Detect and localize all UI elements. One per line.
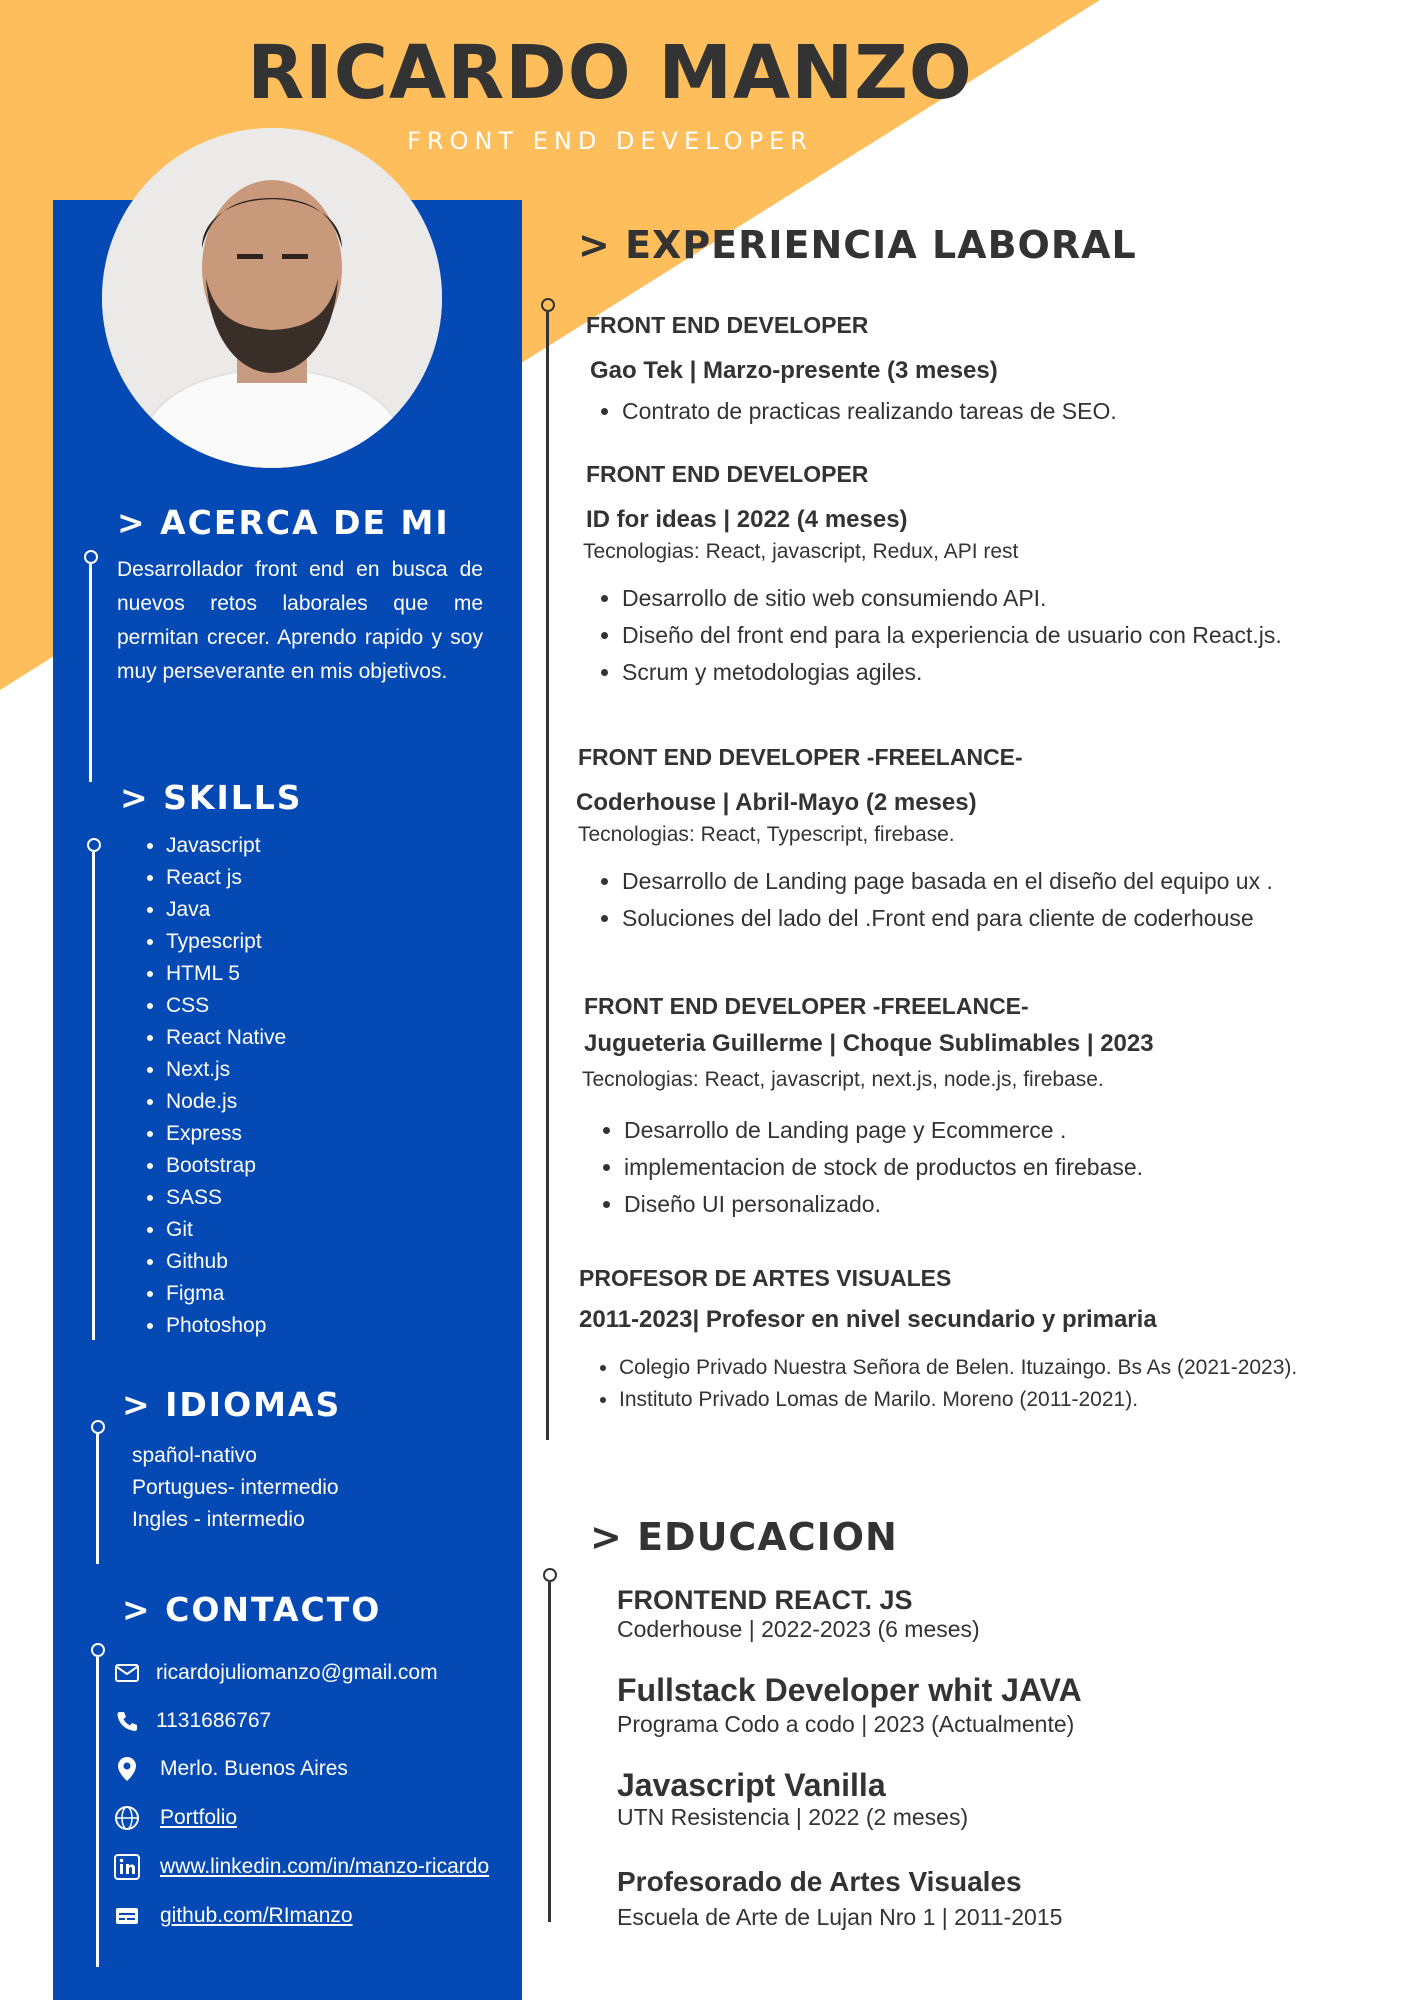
- job-bullets: [586, 393, 1117, 430]
- languages-title: > IDIOMAS: [122, 1385, 342, 1424]
- skill-item: • Figma: [166, 1278, 286, 1310]
- skills-timeline: [89, 838, 103, 1340]
- about-title: > ACERCA DE MI: [117, 503, 450, 542]
- skills-title: > SKILLS: [120, 778, 303, 817]
- job-bullet: • Desarrollo de Landing page basada en el diseño del equipo ux .: [622, 863, 1273, 900]
- job-bullet: • Desarrollo de Landing page y Ecommerce .: [624, 1112, 1154, 1149]
- skill-item: • Bootstrap: [166, 1150, 286, 1182]
- experience-timeline: [543, 298, 557, 1440]
- job-bullets: [586, 863, 1273, 937]
- job-role: FRONT END DEVELOPER -FREELANCE-: [578, 744, 1023, 770]
- languages-timeline: [93, 1420, 107, 1564]
- job-bullet: • Instituto Privado Lomas de Marilo. Moreno (2011-2021).: [619, 1384, 1329, 1416]
- github-card-icon: [114, 1903, 140, 1929]
- job-entry: [583, 461, 1282, 691]
- job-role: FRONT END DEVELOPER: [586, 461, 869, 487]
- candidate-role: FRONT END DEVELOPER: [407, 127, 813, 155]
- job-tech: Tecnologias: React, Typescript, firebase.: [578, 823, 955, 846]
- skill-item: • CSS: [166, 990, 286, 1022]
- job-bullets: [588, 1112, 1154, 1223]
- education-sub: Coderhouse | 2022-2023 (6 meses): [617, 1616, 980, 1642]
- skill-item: • HTML 5: [166, 958, 286, 990]
- github-link[interactable]: github.com/RImanzo: [160, 1904, 353, 1927]
- job-bullet: • Colegio Privado Nuestra Señora de Belen. Ituzaingo. Bs As (2021-2023).: [619, 1352, 1329, 1384]
- contact-timeline: [93, 1643, 107, 1967]
- skill-item: • SASS: [166, 1182, 286, 1214]
- skills-list: [140, 830, 286, 1342]
- contact-title: > CONTACTO: [122, 1590, 382, 1629]
- location-pin-icon: [114, 1756, 140, 1782]
- education-item: [617, 1672, 1082, 1738]
- languages-list: [132, 1440, 339, 1536]
- language-item: Portugues- intermedio: [132, 1476, 339, 1499]
- job-bullet: • Desarrollo de sitio web consumiendo API.: [622, 580, 1282, 617]
- job-entry: [584, 993, 1154, 1223]
- education-item: [617, 1866, 1062, 1931]
- education-sub: UTN Resistencia | 2022 (2 meses): [617, 1804, 969, 1830]
- profile-photo: [102, 128, 442, 468]
- education-title-text: Fullstack Developer whit JAVA: [617, 1672, 1082, 1708]
- about-text: Desarrollador front end en busca de nuevos retos laborales que me permitan crecer. Aprendo rapido y soy muy perseverante en mis objetivos.: [117, 558, 483, 683]
- job-bullets: [579, 1352, 1329, 1416]
- phone-text: 1131686767: [156, 1709, 272, 1732]
- location-text: Merlo. Buenos Aires: [160, 1757, 348, 1780]
- linkedin-link[interactable]: www.linkedin.com/in/manzo-ricardo: [160, 1855, 490, 1878]
- education-sub: Programa Codo a codo | 2023 (Actualmente): [617, 1711, 1075, 1737]
- education-title-text: Profesorado de Artes Visuales: [617, 1866, 1022, 1897]
- job-entry: [578, 744, 1273, 937]
- job-company: 2011-2023| Profesor en nivel secundario y primaria: [579, 1306, 1157, 1333]
- language-item: spañol-nativo: [132, 1444, 257, 1467]
- job-bullet: • Diseño UI personalizado.: [624, 1186, 1154, 1223]
- education-timeline: [545, 1568, 559, 1922]
- contact-portfolio[interactable]: [114, 1805, 237, 1831]
- education-item: [617, 1767, 968, 1831]
- job-company: Gao Tek | Marzo-presente (3 meses): [590, 357, 998, 384]
- contact-github[interactable]: [114, 1903, 353, 1929]
- education-title-text: Javascript Vanilla: [617, 1767, 886, 1803]
- portfolio-link[interactable]: Portfolio: [160, 1806, 238, 1829]
- phone-icon: [114, 1708, 140, 1734]
- contact-email[interactable]: [114, 1660, 438, 1686]
- about-timeline: [86, 550, 100, 782]
- job-company: Coderhouse | Abril-Mayo (2 meses): [576, 789, 977, 816]
- job-tech: Tecnologias: React, javascript, Redux, API rest: [583, 540, 1019, 563]
- mail-icon: [114, 1660, 140, 1686]
- skill-item: • React Native: [166, 1022, 286, 1054]
- linkedin-icon: [114, 1854, 140, 1880]
- education-item: [617, 1585, 980, 1643]
- job-bullet: • Scrum y metodologias agiles.: [622, 654, 1282, 691]
- skill-item: • Github: [166, 1246, 286, 1278]
- skill-item: • Next.js: [166, 1054, 286, 1086]
- skill-item: • Java: [166, 894, 286, 926]
- education-title-text: FRONTEND REACT. JS: [617, 1585, 913, 1615]
- job-role: FRONT END DEVELOPER: [586, 312, 869, 338]
- job-tech: Tecnologias: React, javascript, next.js, node.js, firebase.: [582, 1068, 1104, 1091]
- job-role: FRONT END DEVELOPER -FREELANCE-: [584, 993, 1029, 1019]
- email-text: ricardojuliomanzo@gmail.com: [156, 1661, 438, 1684]
- contact-phone[interactable]: [114, 1708, 271, 1734]
- job-bullet: • implementacion de stock de productos en firebase.: [624, 1149, 1154, 1186]
- job-bullet: • Contrato de practicas realizando tareas de SEO.: [622, 393, 1117, 430]
- job-bullet: • Diseño del front end para la experiencia de usuario con React.js.: [622, 617, 1282, 654]
- job-entry: [579, 1265, 1329, 1416]
- skill-item: • Express: [166, 1118, 286, 1150]
- education-sub: Escuela de Arte de Lujan Nro 1 | 2011-2015: [617, 1904, 1063, 1930]
- job-company: ID for ideas | 2022 (4 meses): [586, 506, 908, 533]
- education-title: > EDUCACION: [590, 1515, 898, 1559]
- contact-linkedin[interactable]: [114, 1854, 489, 1880]
- experience-title: > EXPERIENCIA LABORAL: [578, 223, 1137, 267]
- skill-item: • Photoshop: [166, 1310, 286, 1342]
- candidate-name: RICARDO MANZO: [247, 30, 973, 116]
- skill-item: • Git: [166, 1214, 286, 1246]
- skill-item: • React js: [166, 862, 286, 894]
- skill-item: • Node.js: [166, 1086, 286, 1118]
- job-entry: [586, 312, 1117, 430]
- job-role: PROFESOR DE ARTES VISUALES: [579, 1265, 952, 1291]
- job-bullet: • Soluciones del lado del .Front end para cliente de coderhouse: [622, 900, 1273, 937]
- contact-location: [114, 1756, 348, 1782]
- globe-icon: [114, 1805, 140, 1831]
- skill-item: • Javascript: [166, 830, 286, 862]
- skill-item: • Typescript: [166, 926, 286, 958]
- language-item: Ingles - intermedio: [132, 1508, 305, 1531]
- job-company: Jugueteria Guillerme | Choque Sublimables | 2023: [584, 1030, 1154, 1057]
- job-bullets: [586, 580, 1282, 691]
